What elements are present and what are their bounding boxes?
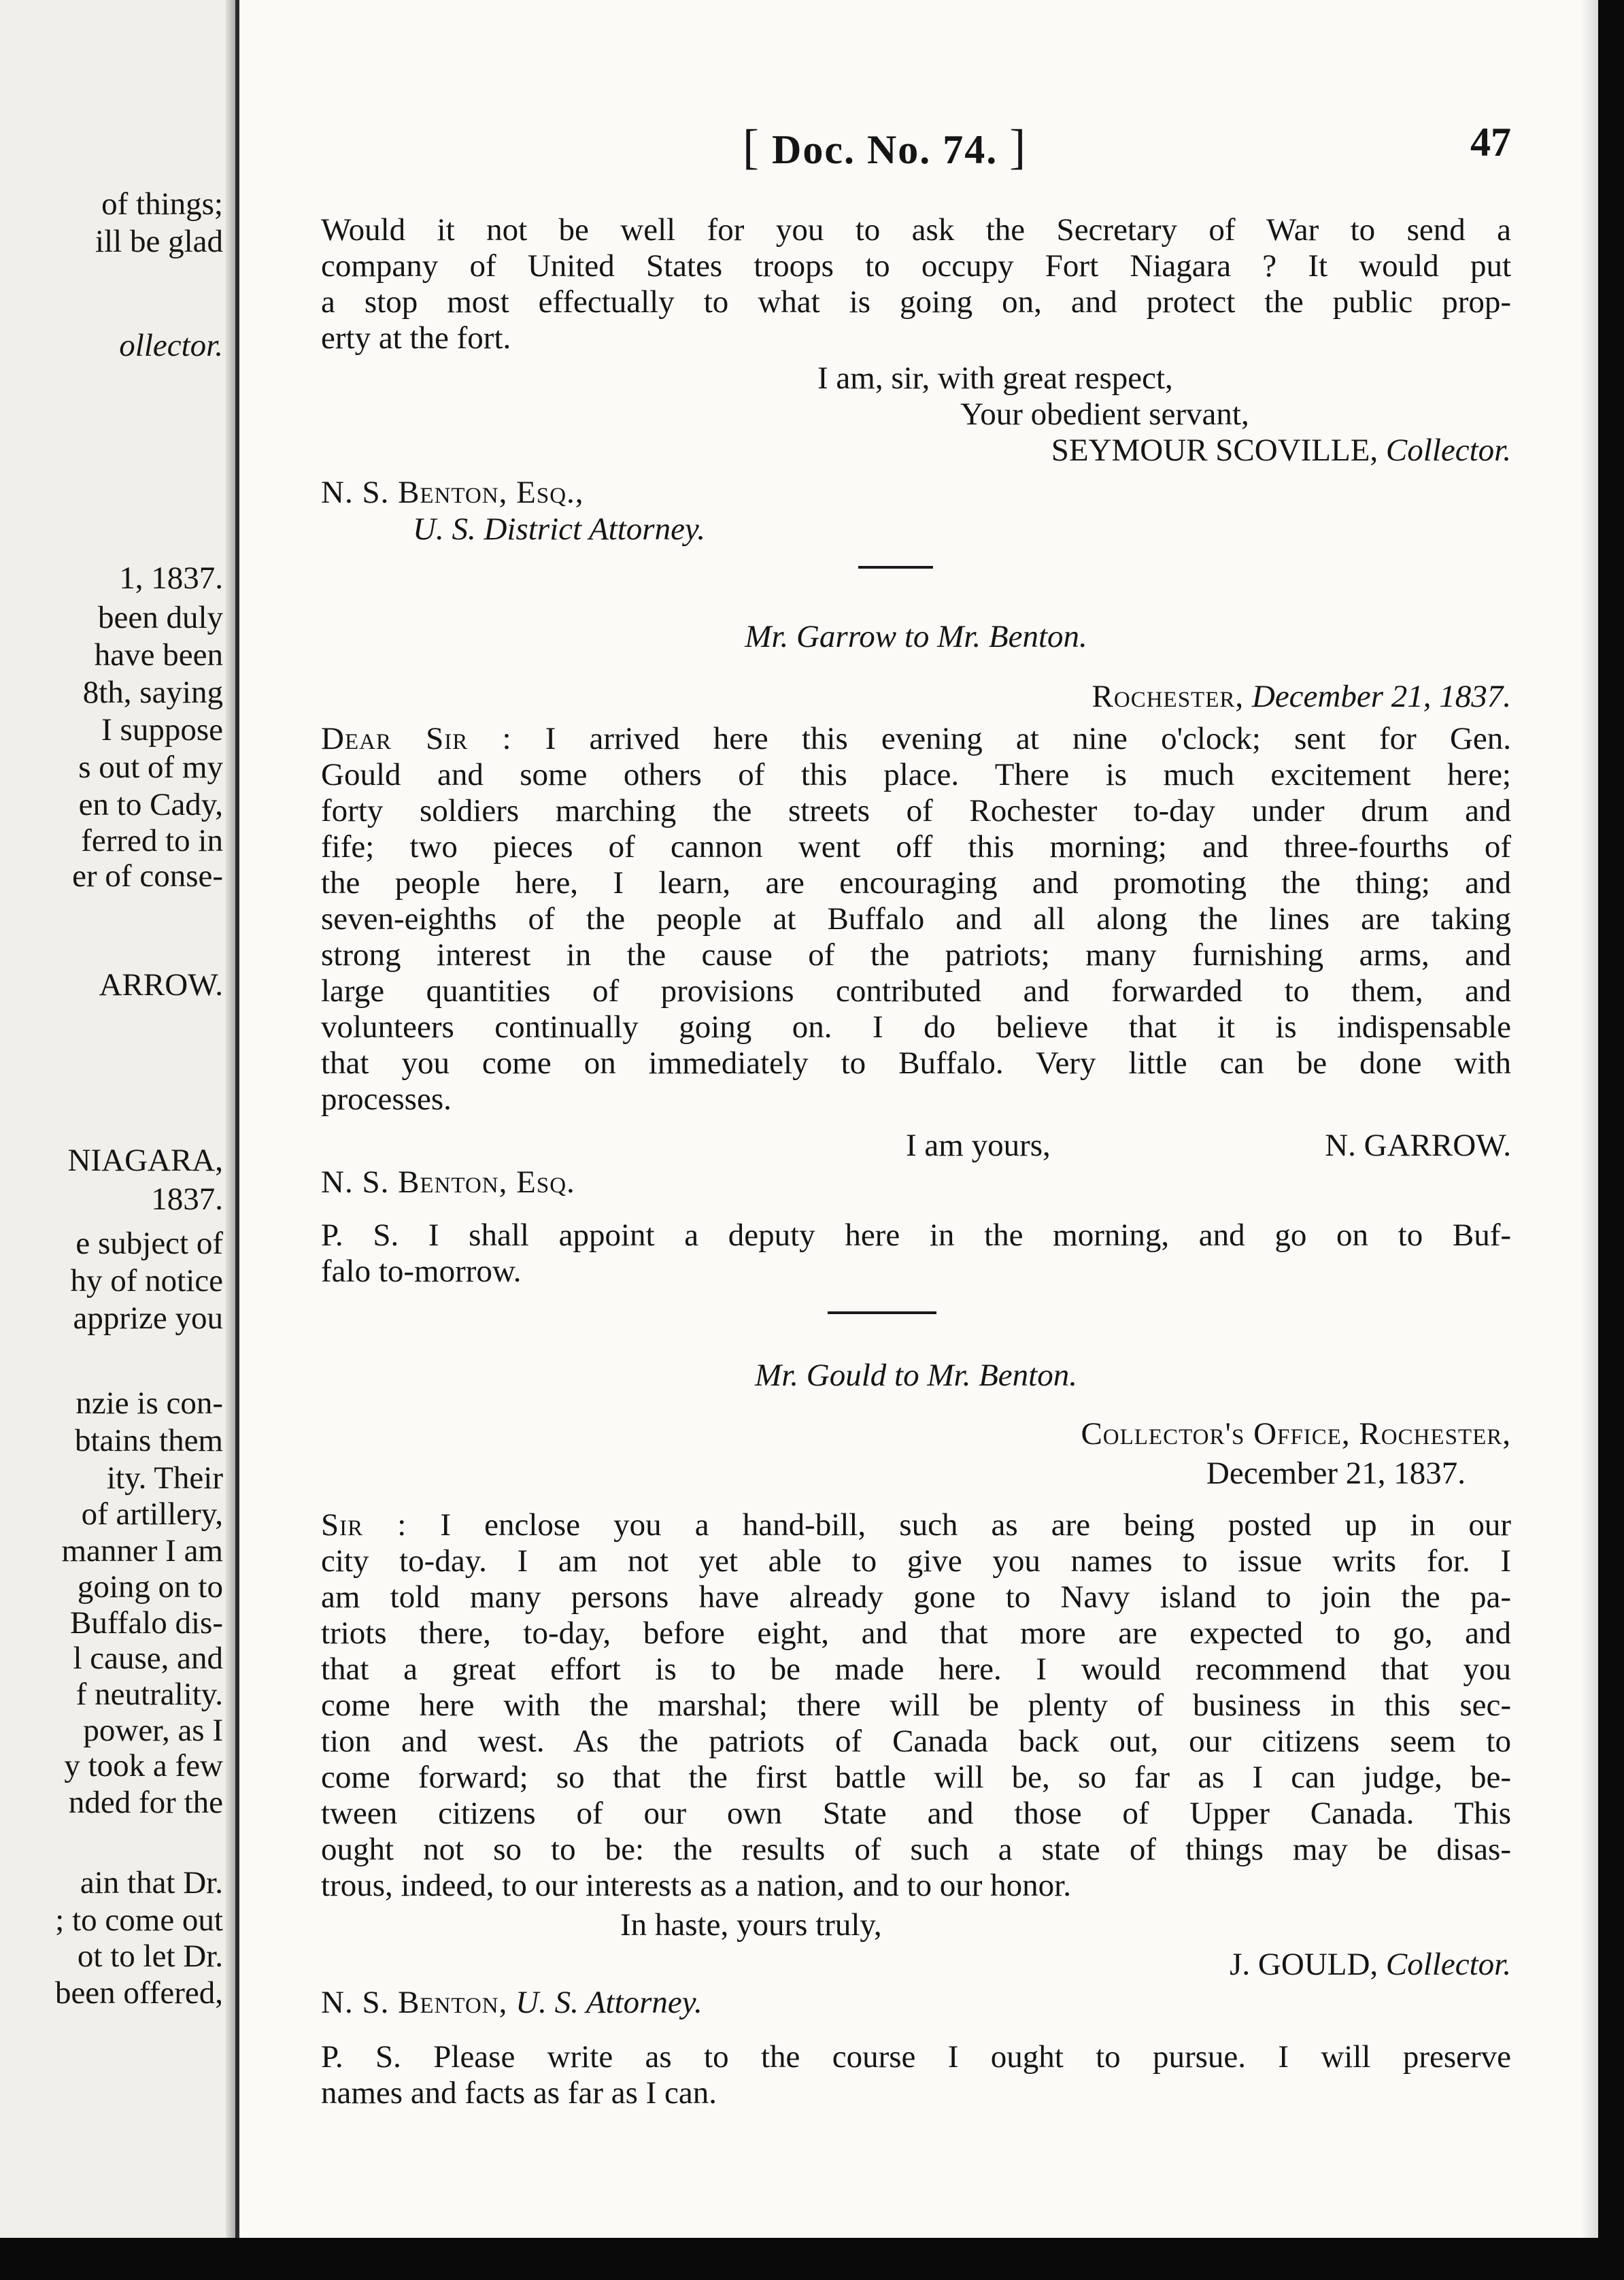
facing-page-line: e subject of bbox=[75, 1226, 223, 1261]
facing-page-line: ain that Dr. bbox=[80, 1865, 223, 1900]
page-fold-shadow bbox=[226, 0, 235, 2238]
postscript-gould bbox=[321, 2039, 1511, 2111]
scan-border-bottom bbox=[0, 2238, 1624, 2280]
body-line: seven-eighths of the people at Buffalo and all along the lines are taking bbox=[321, 901, 1511, 937]
body-line: triots there, to-day, before eight, and that more are expected to go, and bbox=[321, 1615, 1511, 1651]
facing-page-fragment bbox=[0, 0, 235, 2238]
body-line: erty at the fort. bbox=[321, 320, 511, 356]
section-divider bbox=[858, 566, 933, 569]
body-line: tween citizens of our own State and those of Upper Canada. This bbox=[321, 1796, 1511, 1831]
facing-page-line: y took a few bbox=[64, 1748, 223, 1783]
addressee-name: N. S. Benton, Esq., bbox=[321, 475, 584, 510]
facing-page-line: nded for the bbox=[68, 1785, 223, 1820]
signature-garrow: N. GARROW. bbox=[1325, 1128, 1511, 1163]
facing-page-line: l cause, and bbox=[73, 1641, 223, 1676]
facing-page-line: I suppose bbox=[101, 712, 223, 748]
letter-scoville-body bbox=[321, 212, 1511, 356]
body-line: the people here, I learn, are encouraging and promoting the thing; and bbox=[321, 865, 1511, 901]
facing-page-line: ; to come out bbox=[55, 1902, 223, 1938]
body-line: city to-day. I am not yet able to give you names to issue writs for. I bbox=[321, 1543, 1511, 1579]
body-line: fife; two pieces of cannon went off this morning; and three-fourths of bbox=[321, 829, 1511, 865]
body-line: tion and west. As the patriots of Canada back out, our citizens seem to bbox=[321, 1724, 1511, 1759]
body-line: Dear Sir : I arrived here this evening at nine o'clock; sent for Gen. bbox=[321, 721, 1511, 756]
document-number: [ Doc. No. 74. ] bbox=[743, 120, 1028, 174]
facing-page-line: btains them bbox=[75, 1423, 223, 1458]
closing-servant: Your obedient servant, bbox=[960, 397, 1249, 432]
facing-page-line: going on to bbox=[77, 1569, 223, 1605]
body-line: am told many persons have already gone to Navy island to join the pa- bbox=[321, 1579, 1511, 1615]
signature-gould: J. GOULD, Collector. bbox=[1230, 1947, 1511, 1982]
facing-page-line: of artillery, bbox=[81, 1496, 223, 1532]
body-line: that a great effort is to be made here. I would recommend that you bbox=[321, 1652, 1511, 1687]
facing-page-line: ill be glad bbox=[95, 224, 223, 259]
addressee-benton: N. S. Benton, Esq. bbox=[321, 1164, 575, 1200]
page-number: 47 bbox=[1470, 120, 1511, 165]
body-line: ought not so to be: the results of such a state of things may be disas- bbox=[321, 1832, 1511, 1867]
ps-line: P. S. I shall appoint a deputy here in the morning, and go on to Buf- bbox=[321, 1218, 1511, 1253]
letter-heading-garrow: Mr. Garrow to Mr. Benton. bbox=[745, 619, 1087, 654]
body-line: that you come on immediately to Buffalo. Very little can be done with bbox=[321, 1045, 1511, 1081]
running-header bbox=[321, 119, 1511, 180]
body-line: a stop most effectually to what is going on, and protect the public prop- bbox=[321, 284, 1511, 320]
facing-page-line: NIAGARA, bbox=[67, 1143, 223, 1178]
facing-page-line: ot to let Dr. bbox=[77, 1939, 223, 1974]
facing-page-line: ollector. bbox=[119, 328, 223, 363]
facing-page-line: 1837. bbox=[151, 1181, 223, 1217]
dateline-collectors-office: Collector's Office, Rochester, bbox=[1081, 1416, 1511, 1452]
facing-page-line: s out of my bbox=[78, 750, 223, 785]
body-line: large quantities of provisions contributed and forwarded to them, and bbox=[321, 973, 1511, 1009]
facing-page-line: en to Cady, bbox=[78, 787, 223, 822]
facing-page-line: been duly bbox=[97, 600, 223, 635]
facing-page-line: have been bbox=[94, 637, 223, 673]
body-line: Gould and some others of this place. There is much excitement here; bbox=[321, 757, 1511, 792]
addressee-title: U. S. District Attorney. bbox=[413, 512, 705, 547]
facing-page-line: manner I am bbox=[61, 1533, 223, 1569]
facing-page-line: ARROW. bbox=[99, 967, 223, 1003]
ps-line: P. S. Please write as to the course I ought to pursue. I will preserve bbox=[321, 2039, 1511, 2075]
letter-heading-gould: Mr. Gould to Mr. Benton. bbox=[755, 1358, 1077, 1393]
facing-page-line: ferred to in bbox=[81, 823, 223, 858]
facing-page-line: ity. Their bbox=[107, 1460, 223, 1496]
facing-page-line: been offered, bbox=[54, 1975, 223, 2011]
section-divider bbox=[828, 1311, 936, 1314]
body-line: forty soldiers marching the streets of Rochester to-day under drum and bbox=[321, 793, 1511, 828]
body-line: company of United States troops to occupy Fort Niagara ? It would put bbox=[321, 248, 1511, 284]
addressee-benton-attorney: N. S. Benton, U. S. Attorney. bbox=[321, 1985, 703, 2020]
body-line: trous, indeed, to our interests as a nation, and to our honor. bbox=[321, 1868, 1071, 1903]
closing-haste: In haste, yours truly, bbox=[620, 1907, 882, 1943]
facing-page-line: power, as I bbox=[83, 1713, 223, 1748]
facing-page-line: of things; bbox=[101, 186, 223, 222]
facing-page-line: nzie is con- bbox=[75, 1386, 223, 1421]
dateline-date: December 21, 1837. bbox=[1206, 1456, 1466, 1491]
body-line: volunteers continually going on. I do believe that it is indispensable bbox=[321, 1009, 1511, 1045]
ps-line: falo to-morrow. bbox=[321, 1254, 522, 1289]
document-page bbox=[235, 0, 1598, 2238]
facing-page-line: apprize you bbox=[73, 1301, 223, 1336]
facing-page-line: f neutrality. bbox=[75, 1677, 223, 1712]
facing-page-line: er of conse- bbox=[72, 858, 223, 894]
body-line: come here with the marshal; there will be plenty of business in this sec- bbox=[321, 1688, 1511, 1723]
dateline-rochester: Rochester, December 21, 1837. bbox=[1092, 679, 1511, 714]
ps-line: names and facts as far as I can. bbox=[321, 2075, 717, 2111]
letter-gould-body bbox=[321, 1507, 1511, 1904]
facing-page-line: 8th, saying bbox=[82, 675, 223, 710]
closing-respect: I am, sir, with great respect, bbox=[817, 361, 1173, 396]
body-line: processes. bbox=[321, 1082, 452, 1117]
facing-page-line: Buffalo dis- bbox=[70, 1605, 223, 1641]
letter-garrow-body bbox=[321, 721, 1511, 1118]
facing-page-line: hy of notice bbox=[70, 1263, 223, 1298]
facing-page-line: 1, 1837. bbox=[119, 560, 223, 596]
body-line: strong interest in the cause of the patriots; many furnishing arms, and bbox=[321, 937, 1511, 973]
body-line: come forward; so that the first battle will be, so far as I can judge, be- bbox=[321, 1760, 1511, 1795]
scan-border-right bbox=[1598, 0, 1624, 2280]
body-line: Sir : I enclose you a hand-bill, such as are being posted up in our bbox=[321, 1507, 1511, 1543]
signature-scoville: SEYMOUR SCOVILLE, Collector. bbox=[1051, 433, 1511, 468]
postscript-garrow bbox=[321, 1218, 1511, 1290]
body-line: Would it not be well for you to ask the Secretary of War to send a bbox=[321, 212, 1511, 248]
closing-yours: I am yours, bbox=[906, 1128, 1051, 1163]
